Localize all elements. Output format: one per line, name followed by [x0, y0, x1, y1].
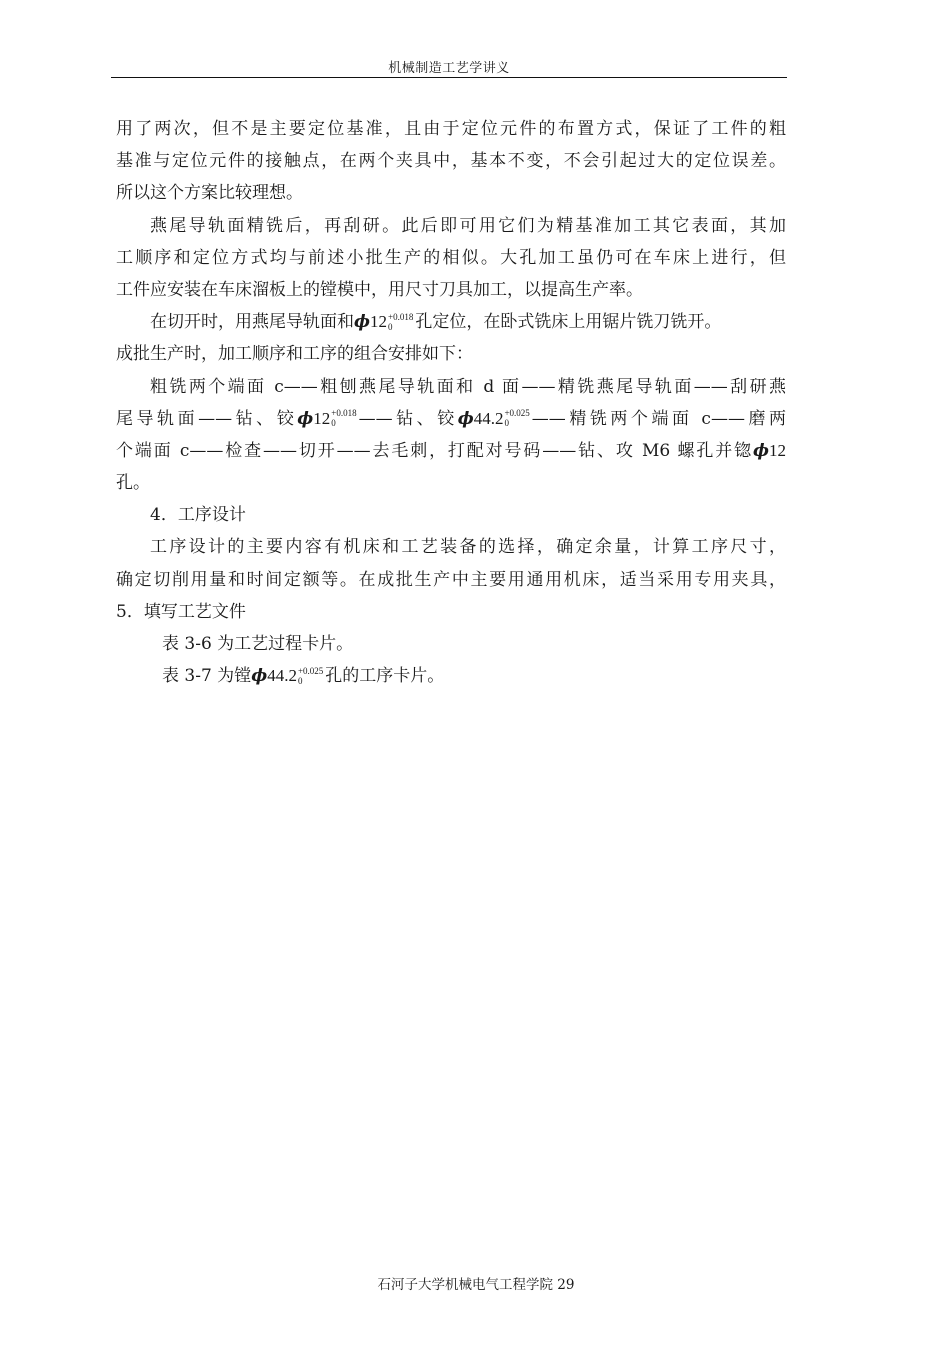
tolerance [388, 312, 413, 332]
tolerance-upper: +0.018 [331, 408, 357, 419]
dimension-value: 12 [769, 440, 786, 460]
running-header: 机械制造工艺学讲义 [388, 61, 510, 76]
tolerance-lower: 0 [504, 418, 509, 429]
section-heading-5: 5．填写工艺文件 [116, 601, 246, 622]
text-line-18 [116, 662, 786, 694]
tolerance-upper: +0.018 [388, 311, 414, 322]
dimension-value: 12 [370, 312, 388, 332]
body-text [116, 115, 786, 694]
diameter-symbol: ϕ [297, 408, 314, 429]
line-10-part-a: 尾导轨面——钻、铰 [116, 408, 298, 429]
line-18-part-b: 孔的工序卡片。 [325, 666, 445, 687]
section-heading: 4．工序设计 [150, 505, 246, 526]
text-line-9: 粗铣两个端面 c——粗刨燕尾导轨面和 d 面——精铣燕尾导轨面——刮研燕 [150, 376, 786, 397]
text-line-10 [116, 405, 786, 437]
tolerance-upper: +0.025 [504, 408, 530, 419]
tolerance [504, 408, 529, 428]
text-line-7 [116, 308, 786, 340]
page-footer: 石河子大学机械电气工程学院 29 [377, 1277, 575, 1293]
text-line-8: 成批生产时，加工顺序和工序的组合安排如下： [116, 344, 473, 365]
diameter-symbol: ϕ [354, 312, 371, 333]
text-line-6: 工件应安装在车床溜板上的镗模中，用尺寸刀具加工，以提高生产率。 [116, 279, 643, 300]
text-line-17: 表 3-6 为工艺过程卡片。 [162, 634, 354, 654]
diameter-symbol: ϕ [251, 666, 268, 687]
text-line-3: 所以这个方案比较理想。 [116, 183, 303, 204]
header-rule [111, 77, 787, 78]
text-line-11 [116, 437, 786, 469]
diameter-symbol: ϕ [752, 440, 769, 461]
tolerance-lower: 0 [297, 675, 303, 686]
text-line-14: 工序设计的主要内容有机床和工艺装备的选择，确定余量，计算工序尺寸， [150, 537, 786, 558]
diameter-symbol: ϕ [457, 408, 474, 429]
line-7-part-b: 孔定位，在卧式铣床上用锯片铣刀铣开。 [415, 312, 722, 333]
tolerance-upper: +0.025 [297, 665, 324, 676]
tolerance [331, 408, 356, 428]
dimension-value: 12 [313, 408, 331, 428]
line-10-part-b: ——钻、铰 [358, 408, 458, 429]
text-line-2: 基准与定位元件的接触点，在两个夹具中，基本不变，不会引起过大的定位误差。 [116, 151, 786, 172]
line-11-part-a: 个端面 c——检查——切开——去毛刺，打配对号码——钻、攻 M6 螺孔并锪 [116, 440, 753, 461]
tolerance [298, 666, 323, 686]
text-line-15: 确定切削用量和时间定额等。在成批生产中主要用通用机床，适当采用专用夹具， [116, 569, 786, 590]
line-10-part-c: ——精铣两个端面 c——磨两 [531, 408, 787, 429]
text-line-4: 燕尾导轨面精铣后，再刮研。此后即可用它们为精基准加工其它表面，其加 [150, 215, 786, 236]
text-line-5: 工顺序和定位方式均与前述小批生产的相似。大孔加工虽仍可在车床上进行，但 [116, 247, 786, 268]
tolerance-lower: 0 [388, 321, 393, 332]
dimension-value: 44.2 [473, 408, 504, 428]
line-7-part-a: 在切开时，用燕尾导轨面和 [150, 312, 354, 333]
dimension-value: 44.2 [267, 666, 297, 686]
text-line-12: 孔。 [116, 473, 150, 494]
text-line-1: 用了两次，但不是主要定位基准，且由于定位元件的布置方式，保证了工件的粗 [116, 119, 786, 139]
line-18-part-a: 表 3-7 为镗 [162, 666, 252, 687]
tolerance-lower: 0 [331, 418, 336, 429]
